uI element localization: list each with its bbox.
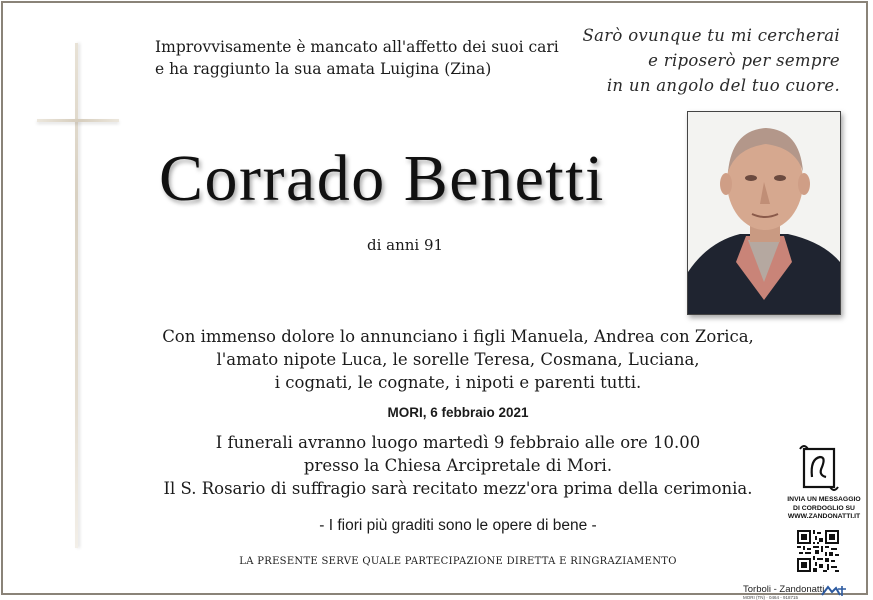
quote-line: in un angolo del tuo cuore. <box>606 76 840 95</box>
announcement-line: Con immenso dolore lo annunciano i figli Manuela, Andrea con Zorica, <box>162 327 754 346</box>
footer-note: LA PRESENTE SERVE QUALE PARTECIPAZIONE DIRETTA E RINGRAZIAMENTO <box>239 556 677 567</box>
deceased-name: Corrado Benetti <box>159 142 605 215</box>
funeral-line: I funerali avranno luogo martedì 9 febbraio alle ore 10.00 <box>215 433 701 452</box>
portrait-photo <box>687 111 841 315</box>
condolence-url[interactable]: WWW.ZANDONATTI.IT <box>787 513 861 520</box>
intro-text <box>155 36 559 80</box>
qr-code-icon[interactable] <box>797 530 839 572</box>
quote-line: Sarò ovunque tu mi cercherai <box>582 26 840 45</box>
flowers-note: - I fiori più graditi sono le opere di bene - <box>319 517 597 534</box>
condolence-link[interactable] <box>786 496 862 522</box>
deceased-age: di anni 91 <box>367 236 444 254</box>
brand-name: Torboli - Zandonatti <box>743 584 825 595</box>
place-date: MORI, 6 febbraio 2021 <box>387 405 529 420</box>
quote-line: e riposerò per sempre <box>648 51 840 70</box>
condolence-line: DI CORDOGLIO SU <box>793 504 855 512</box>
funeral-info <box>143 431 773 500</box>
announcement-line: i cognati, le cognate, i nipoti e parenti tutti. <box>274 373 642 392</box>
memorial-quote <box>582 23 840 98</box>
announcement-line: l'amato nipote Luca, le sorelle Teresa, Cosmana, Luciana, <box>216 350 700 369</box>
intro-line: e ha raggiunto la sua amata Luigina (Zina) <box>155 60 492 78</box>
portrait-image <box>688 112 840 314</box>
condolence-line: INVIA UN MESSAGGIO <box>787 496 861 503</box>
funeral-line: Il S. Rosario di suffragio sarà recitato mezz'ora prima della cerimonia. <box>163 479 753 498</box>
funeral-line: presso la Chiesa Arcipretale di Mori. <box>303 456 613 475</box>
announcement-text <box>143 325 773 394</box>
brand-logo-icon <box>821 585 847 597</box>
cross-arm <box>37 119 119 122</box>
obituary-card <box>1 1 868 600</box>
intro-line: Improvvisamente è mancato all'affetto dei suoi cari <box>155 38 559 56</box>
scroll-icon <box>796 443 842 493</box>
brand-contact: MORI (TN) · 0464 - 918715 <box>743 595 799 600</box>
